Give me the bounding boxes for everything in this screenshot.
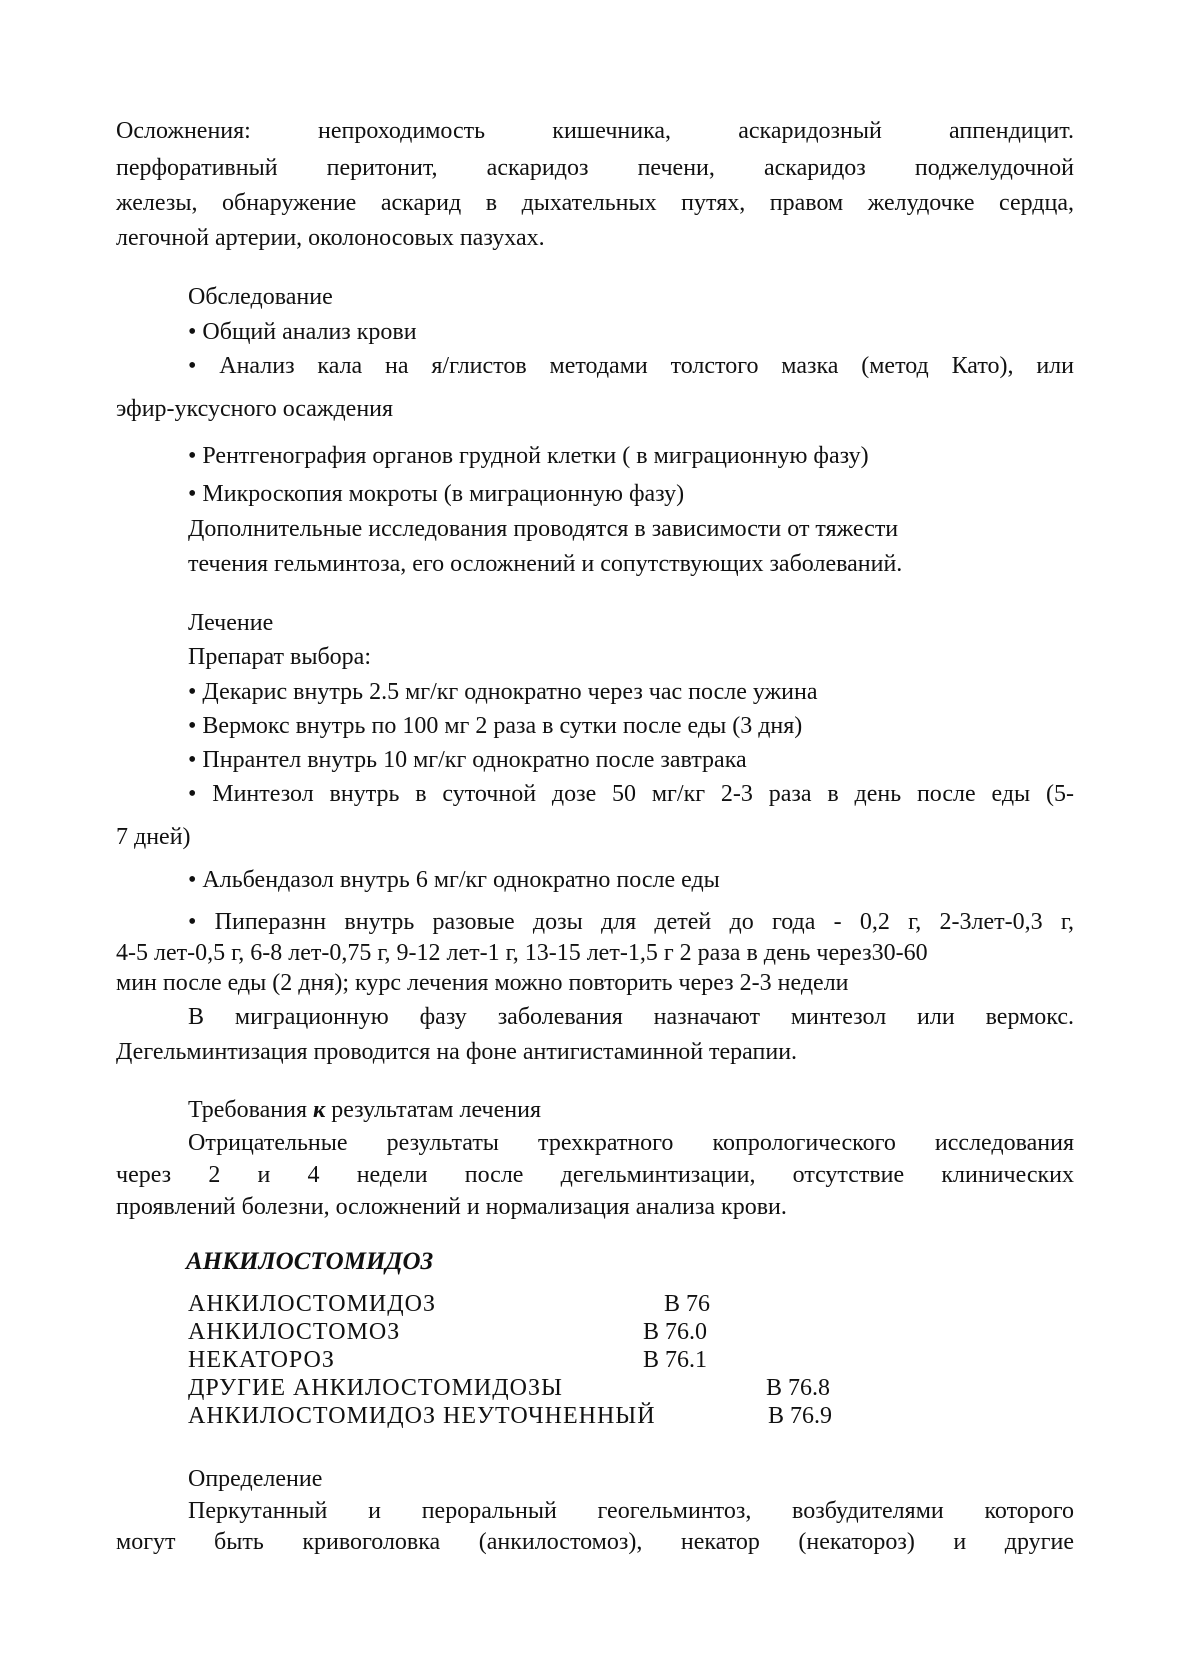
code-row-3-code: В 76.1 — [643, 1347, 708, 1373]
treatment-item-1: • Декарис внутрь 2.5 мг/кг однократно через час после ужина — [188, 679, 818, 705]
examination-item-2-cont: эфир-уксусного осаждения — [116, 396, 394, 422]
treatment-item-4-cont: 7 дней) — [116, 824, 191, 850]
requirements-title-after: результатам лечения — [325, 1097, 541, 1123]
treatment-item-3: • Пнрантел внутрь 10 мг/кг однократно после завтрака — [188, 747, 747, 773]
treatment-item-5: • Альбендазол внутрь 6 мг/кг однократно после еды — [188, 867, 720, 893]
examination-title: Обследование — [188, 284, 333, 310]
treatment-item-4: • Минтезол внутрь в суточной дозе 50 мг/кг 2-3 раза в день после еды (5- — [188, 781, 1074, 807]
requirements-title-before: Требования — [188, 1097, 314, 1123]
code-row-1-name: АНКИЛОСТОМИДОЗ — [188, 1291, 436, 1317]
treatment-migration-note: В миграционную фазу заболевания назначают минтезол или вермокс. — [188, 1004, 1074, 1030]
examination-item-4: • Микроскопия мокроты (в миграционную фазу) — [188, 481, 685, 507]
requirements-line-2: через 2 и 4 недели после дегельминтизации, отсутствие клинических — [116, 1162, 1074, 1188]
examination-item-1: • Общий анализ крови — [188, 319, 417, 345]
complications-line-4: легочной артерии, околоносовых пазухах. — [116, 225, 545, 251]
treatment-item-6-cont-2: мин после еды (2 дня); курс лечения можно повторить через 2-3 недели — [116, 970, 849, 996]
definition-title: Определение — [188, 1466, 323, 1492]
code-row-4-name: ДРУГИЕ АНКИЛОСТОМИДОЗЫ — [188, 1375, 563, 1401]
complications-line-3: железы, обнаружение аскарид в дыхательных путях, правом желудочке сердца, — [116, 190, 1074, 216]
requirements-line-3: проявлений болезни, осложнений и нормализация анализа крови. — [116, 1194, 787, 1220]
definition-line-1: Перкутанный и пероральный геогельминтоз, возбудителями которого — [188, 1498, 1074, 1524]
code-row-3-name: НЕКАТОРОЗ — [188, 1347, 335, 1373]
complications-line-2: перфоративный перитонит, аскаридоз печени, аскаридоз поджелудочной — [116, 155, 1074, 181]
treatment-title: Лечение — [188, 610, 274, 636]
code-row-5-code: В 76.9 — [768, 1403, 833, 1429]
requirements-title — [188, 1093, 541, 1127]
examination-note-1: Дополнительные исследования проводятся в зависимости от тяжести — [188, 516, 899, 542]
complications-line-1: Осложнения: непроходимость кишечника, аскаридозный аппендицит. — [116, 118, 1074, 144]
examination-item-2: • Анализ кала на я/глистов методами толстого мазка (метод Като), или — [188, 353, 1074, 379]
requirements-line-1: Отрицательные результаты трехкратного копрологического исследования — [188, 1130, 1074, 1156]
code-row-2-name: АНКИЛОСТОМОЗ — [188, 1319, 401, 1345]
treatment-dehelminthization-note: Дегельминтизация проводится на фоне антигистаминной терапии. — [116, 1039, 798, 1065]
definition-line-2: могут быть кривоголовка (анкилостомоз), некатор (некатороз) и другие — [116, 1529, 1074, 1555]
section-heading: АНКИЛОСТОМИДОЗ — [186, 1248, 434, 1275]
code-row-2-code: В 76.0 — [643, 1319, 708, 1345]
treatment-item-6: • Пиперазнн внутрь разовые дозы для детей до года - 0,2 г, 2-3лет-0,3 г, — [188, 909, 1074, 935]
code-row-1-code: В 76 — [664, 1291, 711, 1317]
code-row-5-name: АНКИЛОСТОМИДОЗ НЕУТОЧНЕННЫЙ — [188, 1403, 656, 1429]
treatment-item-2: • Вермокс внутрь по 100 мг 2 раза в сутки после еды (3 дня) — [188, 713, 803, 739]
requirements-title-italic: к — [313, 1097, 326, 1123]
examination-note-2: течения гельминтоза, его осложнений и сопутствующих заболеваний. — [188, 551, 903, 577]
code-row-4-code: В 76.8 — [766, 1375, 831, 1401]
treatment-item-6-cont-1: 4-5 лет-0,5 г, 6-8 лет-0,75 г, 9-12 лет-1 г, 13-15 лет-1,5 г 2 раза в день через30-60 — [116, 940, 928, 966]
examination-item-3: • Рентгенография органов грудной клетки ( в миграционную фазу) — [188, 443, 869, 469]
treatment-subtitle: Препарат выбора: — [188, 644, 371, 670]
